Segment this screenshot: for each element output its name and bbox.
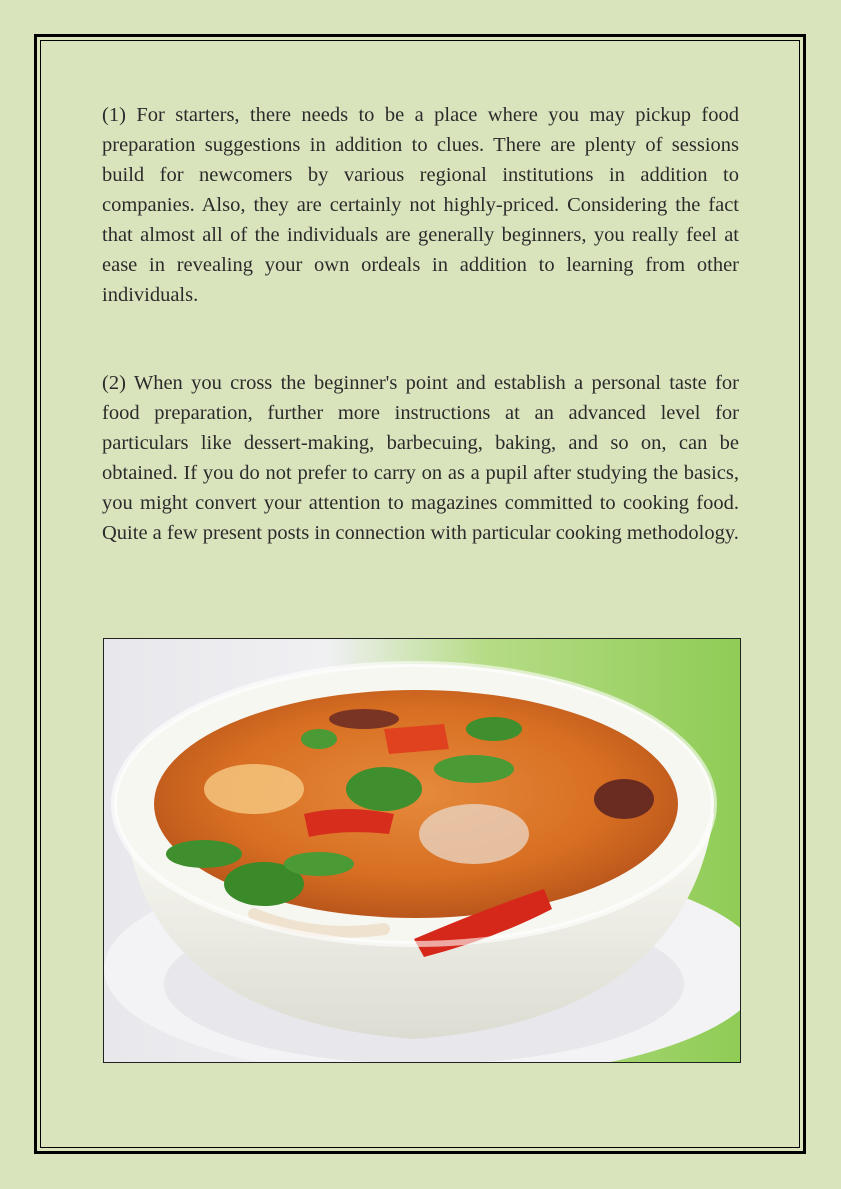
paragraph-2: (2) When you cross the beginner's point and establish a personal taste for food preparation, further more instructions at an advanced level for particulars like dessert-making, barbecuing, baking, and so on, can be obtained. If you do not prefer to carry on as a pupil after studying the basics, you might convert your attention to magazines committed to cooking food. Quite a few present posts in connection with particular cooking methodology. — [102, 372, 739, 544]
soup-bowl-photo — [103, 638, 741, 1063]
paragraph-1: (1) For starters, there needs to be a place where you may pickup food preparation suggestions in addition to clues. There are plenty of sessions build for newcomers by various regional institutions in addition to companies. Also, they are certainly not highly-priced. Considering the fact that almost all of the individuals are generally beginners, you really feel at ease in revealing your own ordeals in addition to learning from other individuals. — [102, 104, 739, 306]
